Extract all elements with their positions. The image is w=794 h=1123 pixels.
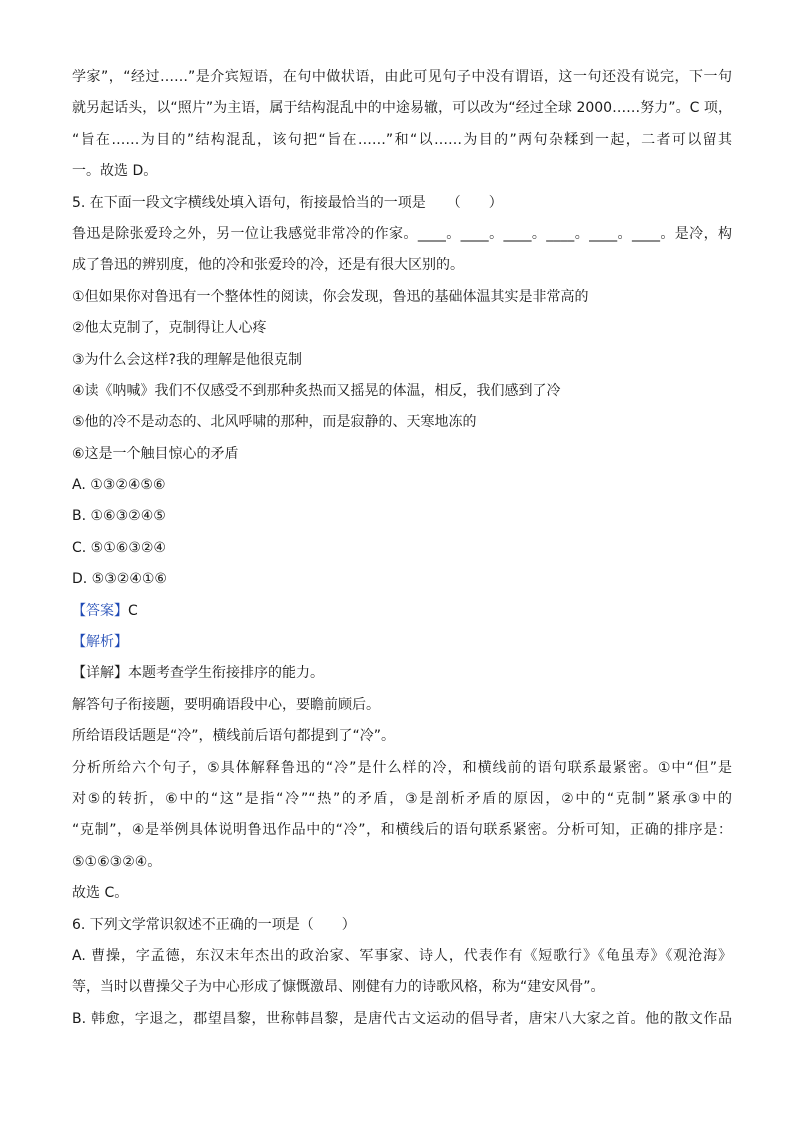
option-b: B. 韩愈，字退之，郡望昌黎，世称韩昌黎，是唐代古文运动的倡导者，唐宋八大家之首。他的散文作品 [72, 1010, 732, 1027]
text-line: 分析所给六个句子，⑤具体解释鲁迅的“冷”是什么样的冷，和横线前的语句联系最紧密。①中“但”是 [72, 759, 732, 776]
text-line: 等，当时以曹操父子为中心形成了慷慨激昂、刚健有力的诗歌风格，称为“建安风骨”。 [72, 979, 605, 996]
sentence-5: ⑤他的冷不是动态的、北风呼啸的那种，而是寂静的、天寒地冻的 [72, 414, 477, 431]
option-d: D. ⑤③②④①⑥ [72, 571, 167, 588]
question-6-stem: 6. 下列文学常识叙述不正确的一项是（ ） [72, 916, 356, 933]
analysis-tag: 【解析】 [72, 634, 128, 651]
option-a: A. 曹操，字孟德，东汉末年杰出的政治家、军事家、诗人，代表作有《短歌行》《龟虽寿》《观沧海》 [72, 947, 732, 964]
answer-value: C [128, 602, 138, 619]
text-line: ⑤①⑥③②④。 [72, 853, 162, 870]
text-line: 所给语段话题是“冷”，横线前后语句都提到了“冷”。 [72, 728, 396, 745]
text-line: 【详解】本题考查学生衔接排序的能力。 [72, 665, 324, 682]
sentence-4: ④读《呐喊》我们不仅感受不到那种炙热而又摇晃的体温，相反，我们感到了冷 [72, 382, 561, 399]
document-page [72, 62, 732, 1035]
text-line: 成了鲁迅的辨别度，他的冷和张爱玲的冷，还是有很大区别的。 [72, 257, 464, 274]
text-line: 就另起话头，以“照片”为主语，属于结构混乱中的中途易辙，可以改为“经过全球 2000……努力”。C 项， [72, 100, 732, 117]
option-c: C. ⑤①⑥③②④ [72, 539, 166, 556]
text-line: 鲁迅是除张爱玲之外，另一位让我感觉非常冷的作家。____。____。____。____。____。____。是冷，构 [72, 225, 732, 242]
text-line: “旨在……为目的”结构混乱，该句把“旨在……”和“以……为目的”两句杂糅到一起，二者可以留其 [72, 131, 732, 148]
text-line: 故选 C。 [72, 885, 129, 902]
option-a: A. ①③②④⑤⑥ [72, 477, 166, 494]
sentence-2: ②他太克制了，克制得让人心疼 [72, 320, 267, 337]
text-line: 对⑤的转折，⑥中的“这”是指“冷”“热”的矛盾，③是剖析矛盾的原因，②中的“克制”紧承③中的 [72, 790, 732, 807]
text-line: “克制”，④是举例具体说明鲁迅作品中的“冷”，和横线后的语句联系紧密。分析可知，正确的排序是： [72, 822, 732, 839]
sentence-3: ③为什么会这样?我的理解是他很克制 [72, 351, 302, 368]
answer-tag: 【答案】 [72, 602, 128, 619]
text-line: 学家”，“经过……”是介宾短语，在句中做状语，由此可见句子中没有谓语，这一句还没有说完，下一句 [72, 69, 732, 85]
sentence-6: ⑥这是一个触目惊心的矛盾 [72, 445, 239, 462]
option-b: B. ①⑥③②④⑤ [72, 508, 166, 525]
text-line: 一。故选 D。 [72, 163, 158, 180]
question-5-stem: 5. 在下面一段文字横线处填入语句，衔接最恰当的一项是 （ ） [72, 194, 503, 211]
text-line: 解答句子衔接题，要明确语段中心，要瞻前顾后。 [72, 696, 380, 713]
sentence-1: ①但如果你对鲁迅有一个整体性的阅读，你会发现，鲁迅的基础体温其实是非常高的 [72, 288, 589, 305]
answer-line [72, 596, 732, 627]
